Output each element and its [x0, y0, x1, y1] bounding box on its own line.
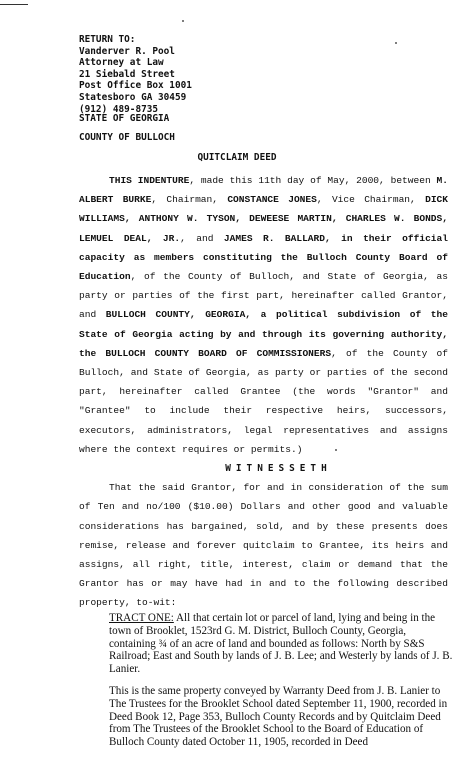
tract-description	[109, 612, 454, 758]
consideration-paragraph: That the said Grantor, for and in consideration of the sum of Ten and no/100 ($10.00) Dollars and other good and valuable considerations has bargained, sold, and by these presents does remise, release and forever quitclaim to Grantee, its heirs and assigns, all right, title, interest, claim or demand that the Grantor has or may have had in and to the following described property, to-wit:	[79, 482, 448, 609]
return-to-heading: RETURN TO:	[79, 34, 136, 45]
return-to-block	[79, 34, 379, 115]
return-to-line: (912) 489-8735	[79, 103, 159, 115]
indenture-text: , Vice Chairman,	[316, 194, 426, 206]
indenture-paragraph	[79, 171, 448, 459]
party-names: DICK WILLIAMS, ANTHONY W. TYSON, DEWEESE MARTIN, CHARLES W. BONDS, LEMUEL DEAL, JR.	[79, 194, 449, 244]
document-title: QUITCLAIM DEED	[197, 152, 277, 163]
indenture-text: , made this 11th day of May, 2000, between	[189, 175, 437, 186]
tract-source-paragraph: This is the same property conveyed by Warranty Deed from J. B. Lanier to The Trustees for the Brooklet School dated September 11, 1900, recorded in Deed Book 12, Page 353, Bulloch County Records and by Quitclaim Deed from The Trustees of the Brooklet School to the Board of Education of Bulloch County dated October 11, 1905, recorded in Deed	[109, 684, 448, 749]
indenture-term: THIS INDENTURE	[109, 175, 190, 186]
party-name: CONSTANCE JONES	[227, 194, 317, 206]
return-to-line: Attorney at Law	[79, 57, 164, 69]
venue-state: STATE OF GEORGIA	[79, 113, 170, 124]
scan-speck	[182, 20, 184, 22]
indenture-text: , of the County of Bulloch, and State of Georgia, as party or parties of the first part, hereinafter called Grantor, and	[79, 271, 448, 321]
return-to-line: Vanderver R. Pool	[79, 45, 175, 57]
indenture-text: , Chairman,	[151, 194, 228, 206]
scan-speck	[395, 42, 397, 44]
venue-county: COUNTY OF BULLOCH	[79, 131, 175, 143]
party-name: M. ALBERT BURKE	[79, 175, 448, 206]
top-scan-line	[0, 4, 28, 5]
return-to-line: 21 Siebald Street	[79, 68, 175, 80]
witnesseth-heading: WITNESSETH	[225, 463, 332, 475]
indenture-text: , and	[180, 232, 224, 244]
return-to-line: Statesboro GA 30459	[79, 91, 187, 103]
indenture-text: , of the County of Bulloch, and State of Georgia, as party or parties of the second part, hereinafter called Grantee (the words "Grantor" and "Grantee" to include their respective heirs, successors, executors, administrators, legal representatives and assigns where the context requires or permits.)	[79, 347, 448, 455]
party-capacity: JAMES R. BALLARD, in their official capacity as members constituting the Bulloch County Board of Education	[79, 232, 448, 283]
venue-block	[79, 113, 379, 143]
tract-one-paragraph	[109, 612, 454, 676]
tract-label: TRACT ONE:	[109, 612, 174, 624]
grantee-name: BULLOCH COUNTY, GEORGIA, a political subdivision of the State of Georgia acting by and through its governing authority, the BULLOCH COUNTY BOARD OF COMMISSIONERS	[79, 309, 448, 359]
deed-body	[79, 171, 448, 613]
tract-text: All that certain lot or parcel of land, lying and being in the town of Brooklet, 1523rd G. M. District, Bulloch County, Georgia, containing ¾ of an acre of land and bounded as follows: North by S&S Railroad; East and South by lands of J. B. Lee; and Westerly by lands of J. B. Lanier.	[109, 612, 453, 676]
return-to-line: Post Office Box 1001	[79, 80, 192, 92]
